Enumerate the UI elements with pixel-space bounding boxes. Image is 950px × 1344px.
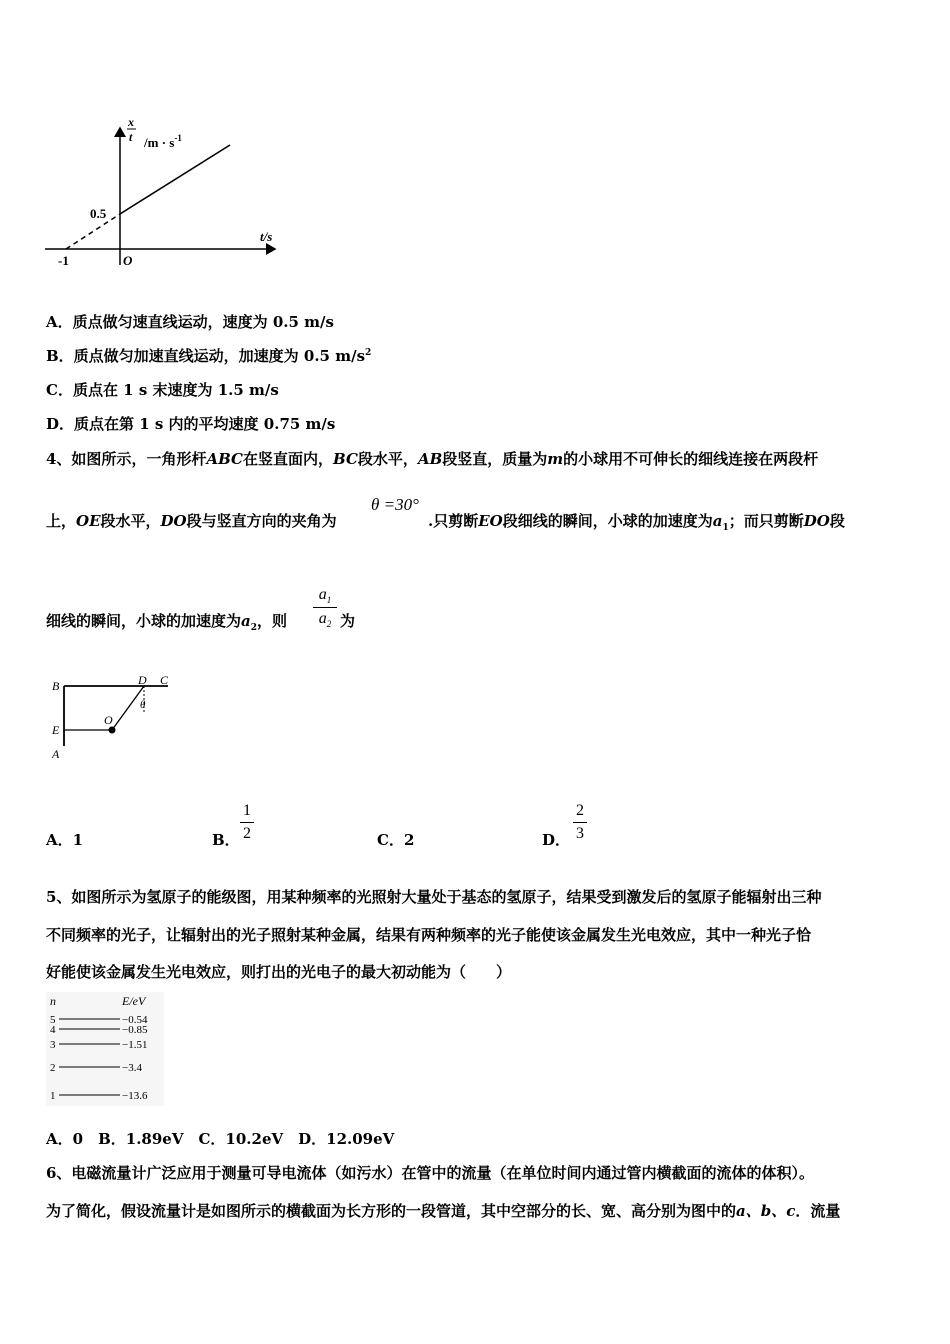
q4-line-3: 细线的瞬间，小球的加速度为$a_2$，则 [46, 612, 288, 633]
svg-text:−0.54: −0.54 [122, 1014, 148, 1026]
y-unit: $/m \cdot s^{-1}$ [144, 133, 182, 150]
label-theta: θ [140, 699, 146, 711]
label-d: D [138, 673, 147, 687]
energy-level-diagram [46, 992, 164, 1106]
label-e: E [52, 723, 60, 737]
svg-text:1: 1 [50, 1090, 56, 1102]
label-c: C [160, 673, 169, 687]
solid-line [120, 145, 230, 214]
svg-text:−3.4: −3.4 [122, 1062, 142, 1074]
q4-option-b-fraction: 1 2 [240, 802, 254, 843]
xt-graph [40, 110, 290, 270]
svg-text:−1.51: −1.51 [122, 1039, 148, 1051]
q4-option-d-fraction: 2 3 [573, 802, 587, 843]
svg-text:−0.85: −0.85 [122, 1024, 148, 1036]
label-o: O [104, 713, 113, 727]
y-label-top: x [128, 115, 134, 129]
q3-option-a: A．质点做匀速直线运动，速度为 0.5 m/s [46, 313, 334, 331]
e-header: E/eV [122, 994, 146, 1008]
y-label-bottom: t [129, 130, 133, 144]
q6-line-2: 为了简化，假设流量计是如图所示的横截面为长方形的一段管道，其中空部分的长、宽、高分别为图中的a、b、c．流量 [46, 1202, 841, 1220]
x-label: t/s [260, 229, 273, 244]
q5-line-3: 好能使该金属发生光电效应，则打出的光电子的最大初动能为（ ） [46, 963, 512, 981]
svg-text:2: 2 [50, 1062, 56, 1074]
svg-text:5: 5 [50, 1014, 56, 1026]
n-header: n [50, 994, 56, 1008]
q4-option-b: B． [212, 831, 240, 849]
q4-line-3-end: 为 [340, 612, 356, 630]
theta-formula: θ =30° [371, 495, 419, 514]
q5-line-2: 不同频率的光子，让辐射出的光子照射某种金属，结果有两种频率的光子能使该金属发生光电效应，其中一种光子恰 [46, 926, 812, 944]
label-a: A [52, 747, 60, 761]
q5-line-1: 5、如图所示为氢原子的能级图，用某种频率的光照射大量处于基态的氢原子，结果受到激发后的氢原子能辐射出三种 [46, 888, 822, 906]
q4-option-d: D． [542, 831, 571, 849]
q3-option-b: B．质点做匀加速直线运动，加速度为 0.5 $m/s^2$ [46, 347, 372, 365]
svg-text:4: 4 [50, 1024, 56, 1036]
q4-line-2: 上，OE段水平，DO段与竖直方向的夹角为 [46, 512, 337, 530]
y-intercept-label: 0.5 [90, 206, 107, 221]
rod-figure [48, 672, 178, 764]
q4-line-1: 4、如图所示，一角形杆ABC在竖直面内，BC段水平，AB段竖直，质量为m的小球用不可伸长的细线连接在两段杆 [46, 450, 819, 468]
label-b: B [52, 679, 60, 693]
origin-label: O [123, 253, 133, 268]
q6-line-1: 6、电磁流量计广泛应用于测量可导电流体（如污水）在管中的流量（在单位时间内通过管内横截面的流体的体积）。 [46, 1164, 814, 1182]
svg-text:−13.6: −13.6 [122, 1090, 148, 1102]
ball [109, 727, 116, 734]
q4-option-c: C．2 [377, 831, 415, 849]
q3-option-c: C．质点在 1 s 末速度为 1.5 m/s [46, 381, 279, 399]
svg-text:3: 3 [50, 1039, 56, 1051]
q3-option-d: D．质点在第 1 s 内的平均速度 0.75 m/s [46, 415, 336, 433]
q4-line-2-cont: .只剪断EO段细线的瞬间，小球的加速度为$a_1$；而只剪断DO段 [428, 512, 845, 533]
a1-over-a2-fraction: $a_1$ $a_2$ [313, 586, 337, 629]
x-intercept-label: -1 [58, 253, 69, 268]
q5-options: A．0 B．1.89eV C．10.2eV D．12.09eV [46, 1130, 395, 1148]
q4-option-a: A．1 [46, 831, 84, 849]
